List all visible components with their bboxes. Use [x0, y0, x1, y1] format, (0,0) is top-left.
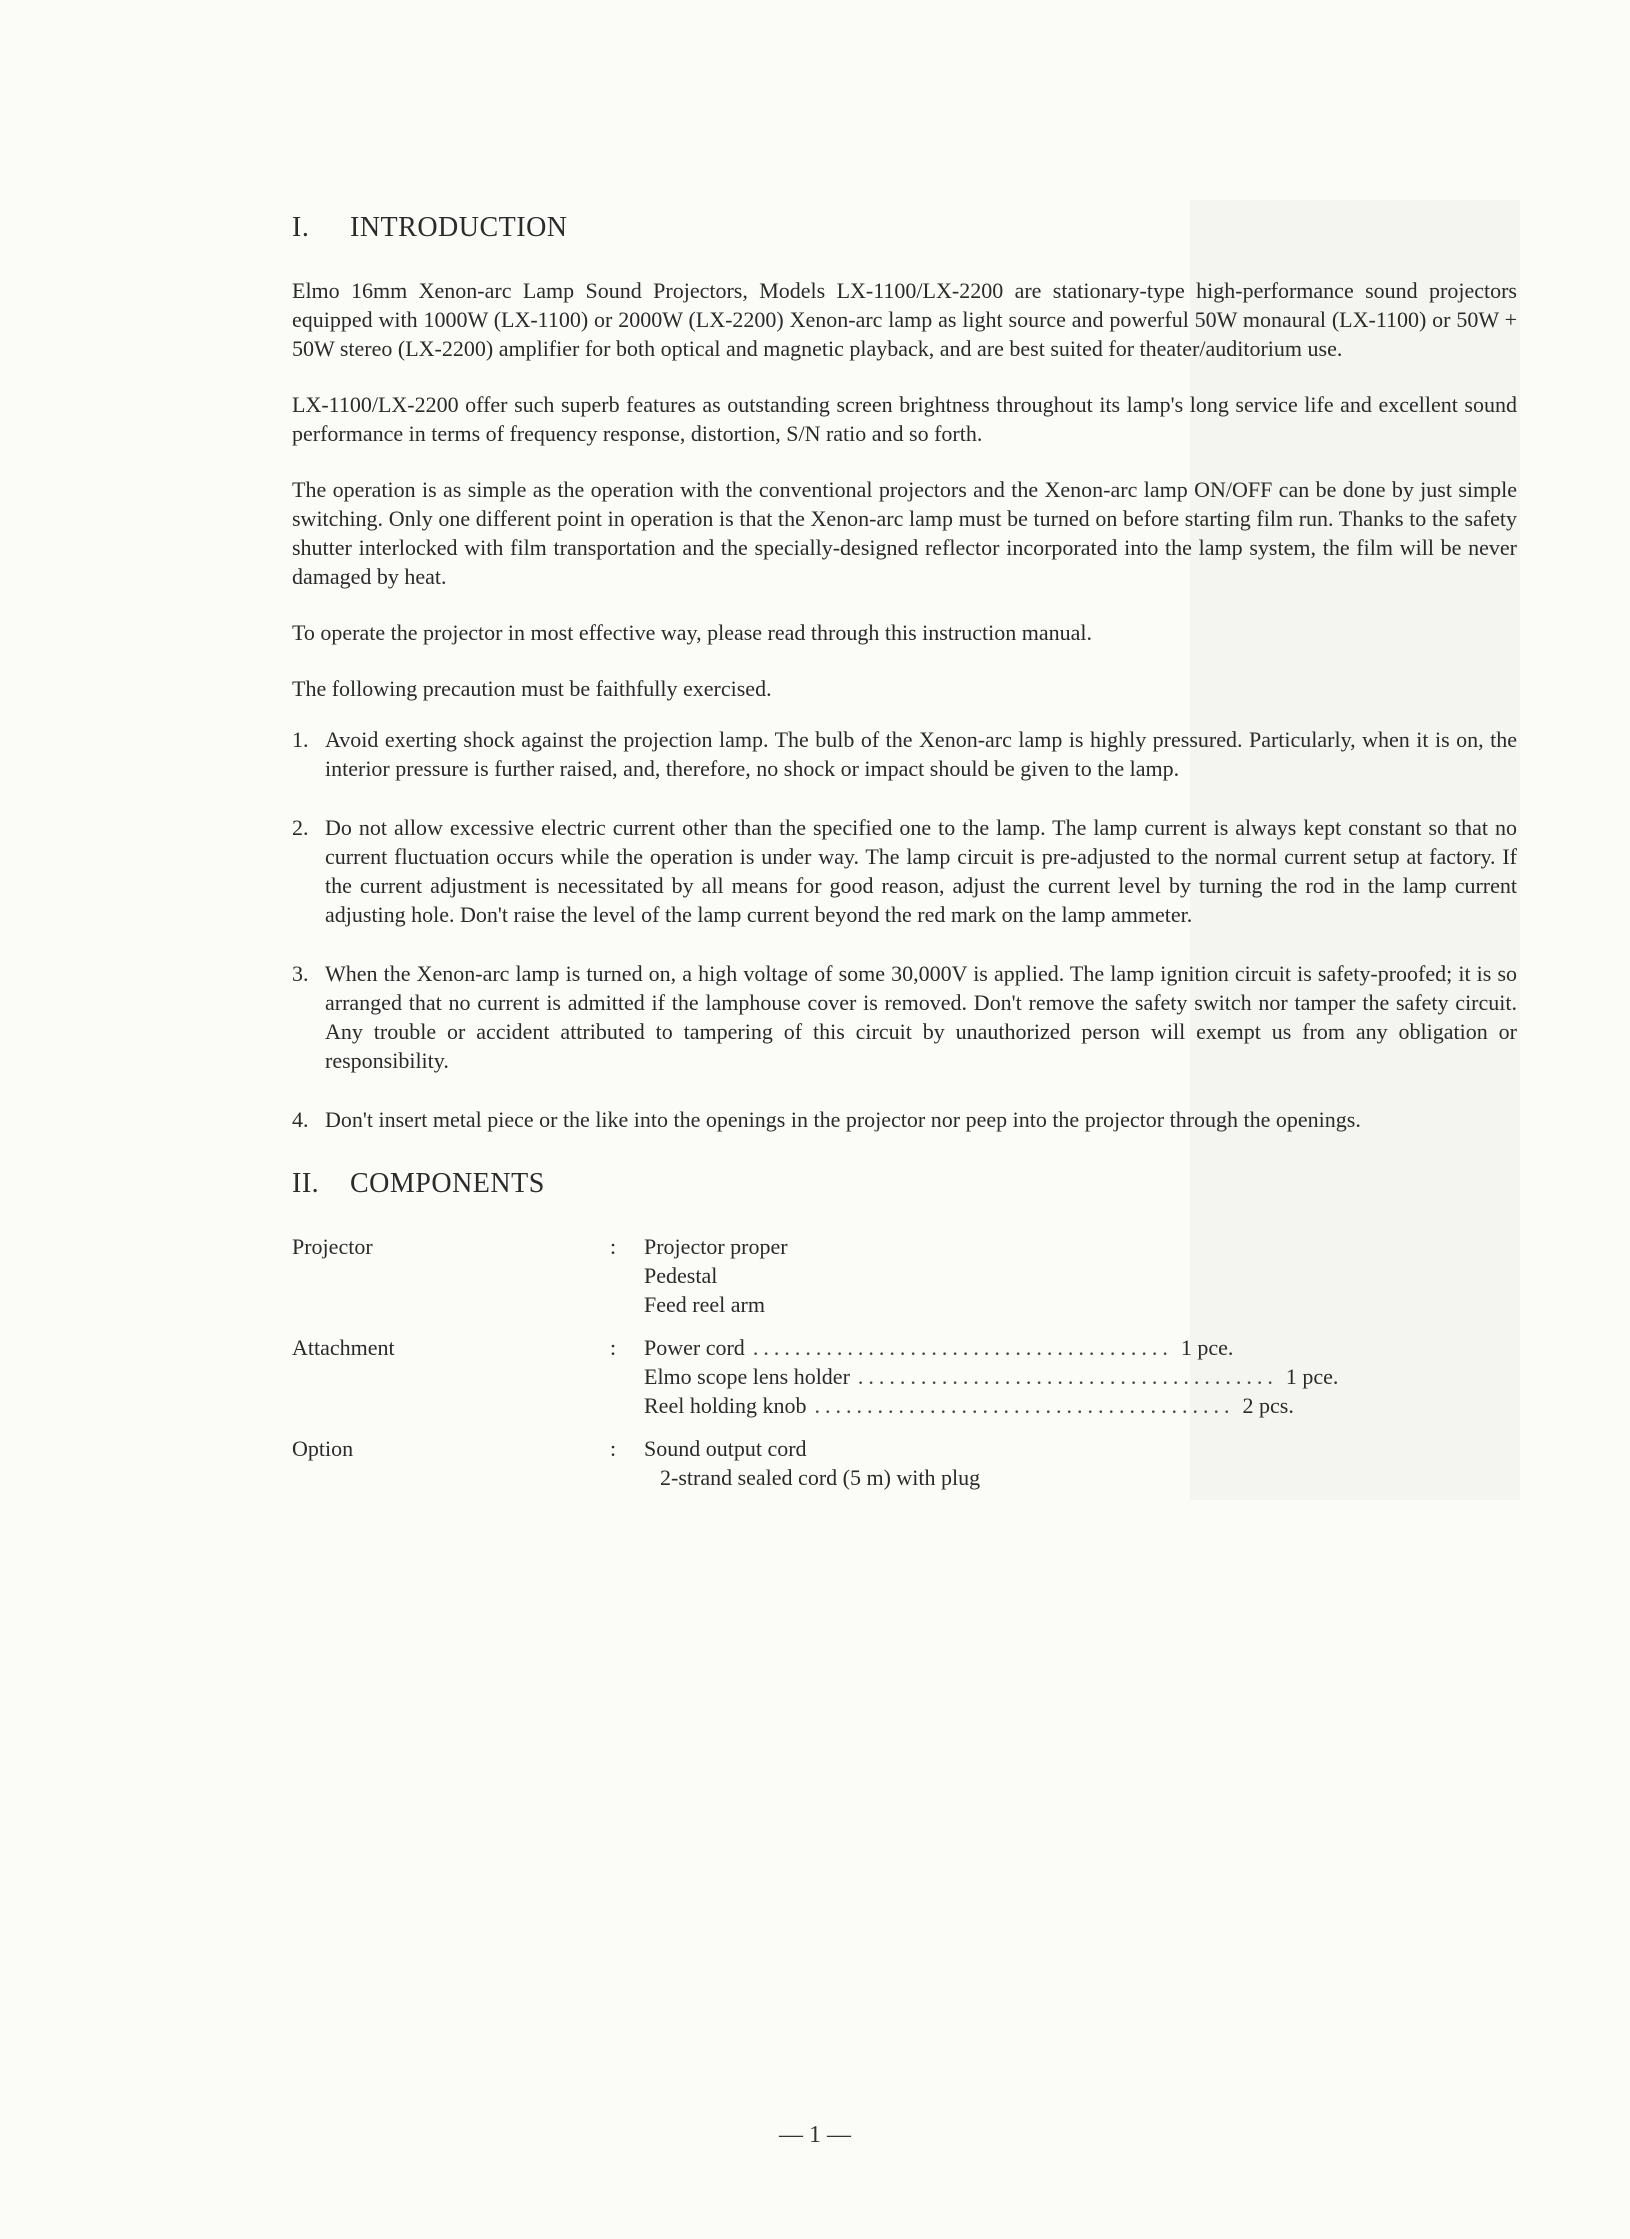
section-number: II.	[292, 1168, 320, 1199]
leader-dots: ........................................	[857, 1364, 1278, 1389]
page-content	[292, 212, 1517, 1506]
component-group-label: Attachment	[292, 1335, 395, 1360]
precaution-item	[292, 959, 1517, 1075]
precaution-number: 3.	[292, 961, 309, 986]
colon: :	[610, 1234, 617, 1259]
section-number: I.	[292, 212, 310, 243]
component-group-option	[292, 1434, 1517, 1492]
component-item	[644, 1232, 1184, 1261]
component-name: Sound output cord	[644, 1436, 807, 1461]
component-item	[644, 1463, 1184, 1492]
component-name: 2-strand sealed cord (5 m) with plug	[660, 1465, 981, 1490]
colon: :	[610, 1335, 617, 1360]
precaution-number: 4.	[292, 1107, 309, 1132]
precaution-text: Don't insert metal piece or the like into the openings in the projector nor peep into the projector through the openings.	[325, 1107, 1361, 1132]
section-heading-components	[292, 1168, 1517, 1200]
precaution-item	[292, 725, 1517, 783]
precaution-number: 2.	[292, 815, 309, 840]
component-item	[644, 1434, 1184, 1463]
component-item	[644, 1333, 1234, 1362]
component-items	[644, 1434, 1184, 1492]
component-item	[644, 1261, 1184, 1290]
intro-paragraph-5: The following precaution must be faithfully exercised.	[292, 676, 772, 701]
leader-dots: ........................................	[814, 1393, 1235, 1418]
component-items	[644, 1232, 1184, 1319]
component-name: Projector proper	[644, 1234, 788, 1259]
precaution-list	[292, 725, 1517, 1134]
intro-paragraph-3: The operation is as simple as the operation with the conventional projectors and the Xenon-arc lamp ON/OFF can be done by just simple switching. Only one different point in operation is that the Xenon-arc lamp must be turned on before starting film run. Thanks to the safety shutter interlocked with film transportation and the specially-designed reflector incorporated into the lamp system, the film will be never damaged by heat.	[292, 477, 1517, 589]
intro-paragraph-2: LX-1100/LX-2200 offer such superb features as outstanding screen brightness throughout its lamp's long service life and excellent sound performance in terms of frequency response, distortion, S/N ratio and so forth.	[292, 392, 1517, 446]
component-name: Feed reel arm	[644, 1292, 765, 1317]
component-quantity: 1 pce.	[1180, 1335, 1234, 1360]
leader-dots: ........................................	[752, 1335, 1173, 1360]
component-items	[644, 1333, 1339, 1420]
component-name: Reel holding knob	[644, 1393, 807, 1418]
precaution-item	[292, 813, 1517, 929]
component-quantity: 2 pcs.	[1242, 1393, 1294, 1418]
component-name: Power cord	[644, 1335, 745, 1360]
component-group-attachment	[292, 1333, 1517, 1420]
component-item	[644, 1290, 1184, 1319]
section-title: COMPONENTS	[350, 1168, 545, 1199]
colon: :	[610, 1436, 617, 1461]
precaution-number: 1.	[292, 727, 309, 752]
precaution-text: When the Xenon-arc lamp is turned on, a high voltage of some 30,000V is applied. The lamp ignition circuit is safety-proofed; it is so arranged that no current is admitted if the lamphouse cover is removed. Don't remove the safety switch nor tamper the safety circuit. Any trouble or accident attributed to tampering of this circuit by unauthorized person will exempt us from any obligation or responsibility.	[325, 961, 1517, 1073]
component-quantity: 1 pce.	[1285, 1364, 1339, 1389]
precaution-text: Do not allow excessive electric current other than the specified one to the lamp. The lamp current is always kept constant so that no current fluctuation occurs while the operation is under way. The lamp circuit is pre-adjusted to the normal current setup at factory. If the current adjustment is necessitated by all means for good reason, adjust the current level by turning the rod in the lamp current adjusting hole. Don't raise the level of the lamp current beyond the red mark on the lamp ammeter.	[325, 815, 1517, 927]
component-name: Elmo scope lens holder	[644, 1364, 850, 1389]
section-heading-introduction	[292, 212, 1517, 244]
intro-paragraph-4: To operate the projector in most effective way, please read through this instruction manual.	[292, 620, 1092, 645]
component-group-label: Projector	[292, 1234, 373, 1259]
section-title: INTRODUCTION	[350, 212, 568, 243]
page-number: — 1 —	[779, 2122, 851, 2148]
component-name: Pedestal	[644, 1263, 718, 1288]
component-item	[644, 1391, 1294, 1420]
component-group-projector	[292, 1232, 1517, 1319]
component-group-label: Option	[292, 1436, 354, 1461]
component-item	[644, 1362, 1339, 1391]
precaution-item	[292, 1105, 1517, 1134]
precaution-text: Avoid exerting shock against the projection lamp. The bulb of the Xenon-arc lamp is highly pressured. Particularly, when it is on, the interior pressure is further raised, and, therefore, no shock or impact should be given to the lamp.	[325, 727, 1517, 781]
intro-paragraph-1: Elmo 16mm Xenon-arc Lamp Sound Projectors, Models LX-1100/LX-2200 are stationary-type high-performance sound projectors equipped with 1000W (LX-1100) or 2000W (LX-2200) Xenon-arc lamp as light source and powerful 50W monaural (LX-1100) or 50W + 50W stereo (LX-2200) amplifier for both optical and magnetic playback, and are best suited for theater/auditorium use.	[292, 278, 1517, 361]
